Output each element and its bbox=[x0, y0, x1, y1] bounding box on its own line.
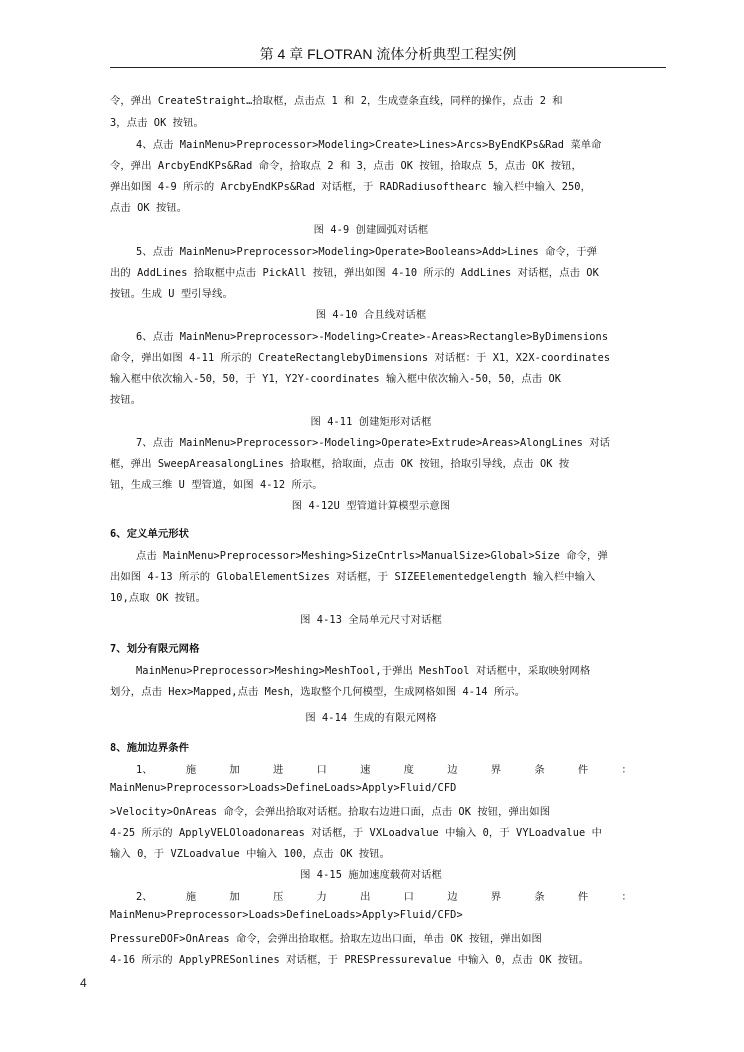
spaced-token: 施 bbox=[185, 891, 197, 903]
spaced-token: 边 bbox=[447, 764, 458, 776]
paragraph-line: 框，弹出 SweepAreasalongLines 拾取框，拾取面，点击 OK 按钮，拾取引导线，点击 OK 按 bbox=[110, 458, 570, 470]
paragraph-line: 5、点击 MainMenu>Preprocessor>Modeling>Operate>Booleans>Add>Lines 命令，于弹 bbox=[136, 246, 598, 258]
paragraph-line: 令，弹出 ArcbyEndKPs&Rad 命令，拾取点 2 和 3，点击 OK 按钮，拾取点 5，点击 OK 按钮， bbox=[110, 160, 582, 172]
spaced-token: 边 bbox=[447, 891, 458, 903]
figure-caption: 图 4-14 生成的有限元网格 bbox=[305, 712, 437, 724]
spaced-token: 出 bbox=[360, 891, 371, 903]
spaced-token: 界 bbox=[490, 891, 502, 903]
figure-caption: 图 4-9 创建圆弧对话框 bbox=[313, 224, 429, 236]
paragraph-line: 4-16 所示的 ApplyPRESonlines 对话框，于 PRESPressurevalue 中输入 0，点击 OK 按钮。 bbox=[110, 954, 590, 966]
header-rule bbox=[110, 67, 666, 68]
spaced-token: 1、 bbox=[136, 764, 153, 776]
spaced-token: 口 bbox=[316, 764, 327, 776]
spaced-token: 条 bbox=[534, 764, 545, 776]
spaced-token: 界 bbox=[490, 764, 502, 776]
paragraph-line: MainMenu>Preprocessor>Loads>DefineLoads>Apply>Fluid/CFD> bbox=[110, 909, 463, 921]
spaced-token: 压 bbox=[272, 891, 284, 903]
section-heading: 6、定义单元形状 bbox=[110, 528, 190, 540]
spaced-token: ： bbox=[621, 891, 632, 903]
paragraph-line: 划分，点击 Hex>Mapped,点击 Mesh，选取整个几何模型，生成网格如图 4-14 所示。 bbox=[110, 686, 526, 698]
spaced-token: 度 bbox=[403, 764, 415, 776]
paragraph-line: 6、点击 MainMenu>Preprocessor>-Modeling>Create>-Areas>Rectangle>ByDimensions bbox=[136, 331, 609, 343]
section-heading: 8、施加边界条件 bbox=[110, 742, 190, 754]
spaced-token: 力 bbox=[316, 891, 327, 903]
paragraph-line: 弹出如图 4-9 所示的 ArcbyEndKPs&Rad 对话框，于 RADRadiusofthearc 输入栏中输入 250， bbox=[110, 181, 592, 193]
spaced-token: 2、 bbox=[136, 891, 153, 903]
paragraph-line: 10,点取 OK 按钮。 bbox=[110, 592, 207, 604]
spaced-heading-line bbox=[136, 761, 632, 776]
spaced-token: 速 bbox=[360, 764, 371, 776]
spaced-token: ： bbox=[621, 764, 632, 776]
spaced-token: 施 bbox=[185, 764, 197, 776]
paragraph-line: 钮，生成三维 U 型管道，如图 4-12 所示。 bbox=[110, 479, 323, 491]
paragraph-line: 出的 AddLines 拾取框中点击 PickAll 按钮，弹出如图 4-10 所示的 AddLines 对话框，点击 OK bbox=[110, 267, 599, 279]
paragraph-line: 出如图 4-13 所示的 GlobalElementSizes 对话框，于 SIZEElementedgelength 输入栏中输入 bbox=[110, 571, 596, 583]
paragraph-line: >Velocity>OnAreas 命令，会弹出拾取对话框。拾取右边进口面，点击 OK 按钮，弹出如图 bbox=[110, 806, 551, 818]
paragraph-line: 按钮。 bbox=[110, 394, 142, 406]
figure-caption: 图 4-12U 型管道计算模型示意图 bbox=[291, 500, 451, 512]
figure-caption: 图 4-15 施加速度载荷对话框 bbox=[300, 869, 442, 881]
paragraph-line: 4-25 所示的 ApplyVELOloadonareas 对话框，于 VXLoadvalue 中输入 0，于 VYLoadvalue 中 bbox=[110, 827, 603, 839]
spaced-token: 条 bbox=[534, 891, 545, 903]
figure-caption: 图 4-13 全局单元尺寸对话框 bbox=[300, 614, 442, 626]
paragraph-line: 令，弹出 CreateStraight…拾取框，点击点 1 和 2，生成壹条直线，同样的操作，点击 2 和 bbox=[110, 95, 563, 107]
paragraph-line: 3，点击 OK 按钮。 bbox=[110, 117, 204, 129]
paragraph-line: 输入 0，于 VZLoadvalue 中输入 100，点击 OK 按钮。 bbox=[110, 848, 391, 860]
page-header-title: 第 4 章 FLOTRAN 流体分析典型工程实例 bbox=[259, 46, 517, 62]
spaced-heading-line bbox=[136, 888, 632, 903]
page-number: 4 bbox=[80, 976, 87, 990]
paragraph-line: 点击 OK 按钮。 bbox=[110, 202, 188, 214]
spaced-token: 口 bbox=[403, 891, 415, 903]
spaced-token: 件 bbox=[577, 891, 589, 903]
spaced-token: 进 bbox=[272, 764, 284, 776]
paragraph-line: 点击 MainMenu>Preprocessor>Meshing>SizeCntrls>ManualSize>Global>Size 命令，弹 bbox=[136, 550, 608, 562]
spaced-token: 件 bbox=[577, 764, 589, 776]
figure-caption: 图 4-10 合且线对话框 bbox=[315, 309, 427, 321]
figure-caption: 图 4-11 创建矩形对话框 bbox=[310, 416, 432, 428]
paragraph-line: PressureDOF>OnAreas 命令，会弹出拾取框。拾取左边出口面，单击 OK 按钮，弹出如图 bbox=[110, 933, 542, 945]
paragraph-line: MainMenu>Preprocessor>Loads>DefineLoads>Apply>Fluid/CFD bbox=[110, 782, 457, 794]
paragraph-line: 输入框中依次输入-50，50，于 Y1，Y2Y-coordinates 输入框中依次输入-50，50，点击 OK bbox=[110, 373, 562, 385]
spaced-token: 加 bbox=[229, 891, 240, 903]
section-heading: 7、划分有限元网格 bbox=[110, 643, 200, 655]
spaced-token: 加 bbox=[229, 764, 240, 776]
paragraph-line: 按钮。生成 U 型引导线。 bbox=[110, 288, 233, 300]
paragraph-line: 命令，弹出如图 4-11 所示的 CreateRectanglebyDimensions 对话框：于 X1，X2X-coordinates bbox=[110, 352, 611, 364]
paragraph-line: 7、点击 MainMenu>Preprocessor>-Modeling>Operate>Extrude>Areas>AlongLines 对话 bbox=[136, 437, 611, 449]
paragraph-line: MainMenu>Preprocessor>Meshing>MeshTool,于弹出 MeshTool 对话框中，采取映射网格 bbox=[136, 665, 591, 677]
paragraph-line: 4、点击 MainMenu>Preprocessor>Modeling>Create>Lines>Arcs>ByEndKPs&Rad 菜单命 bbox=[136, 139, 602, 151]
